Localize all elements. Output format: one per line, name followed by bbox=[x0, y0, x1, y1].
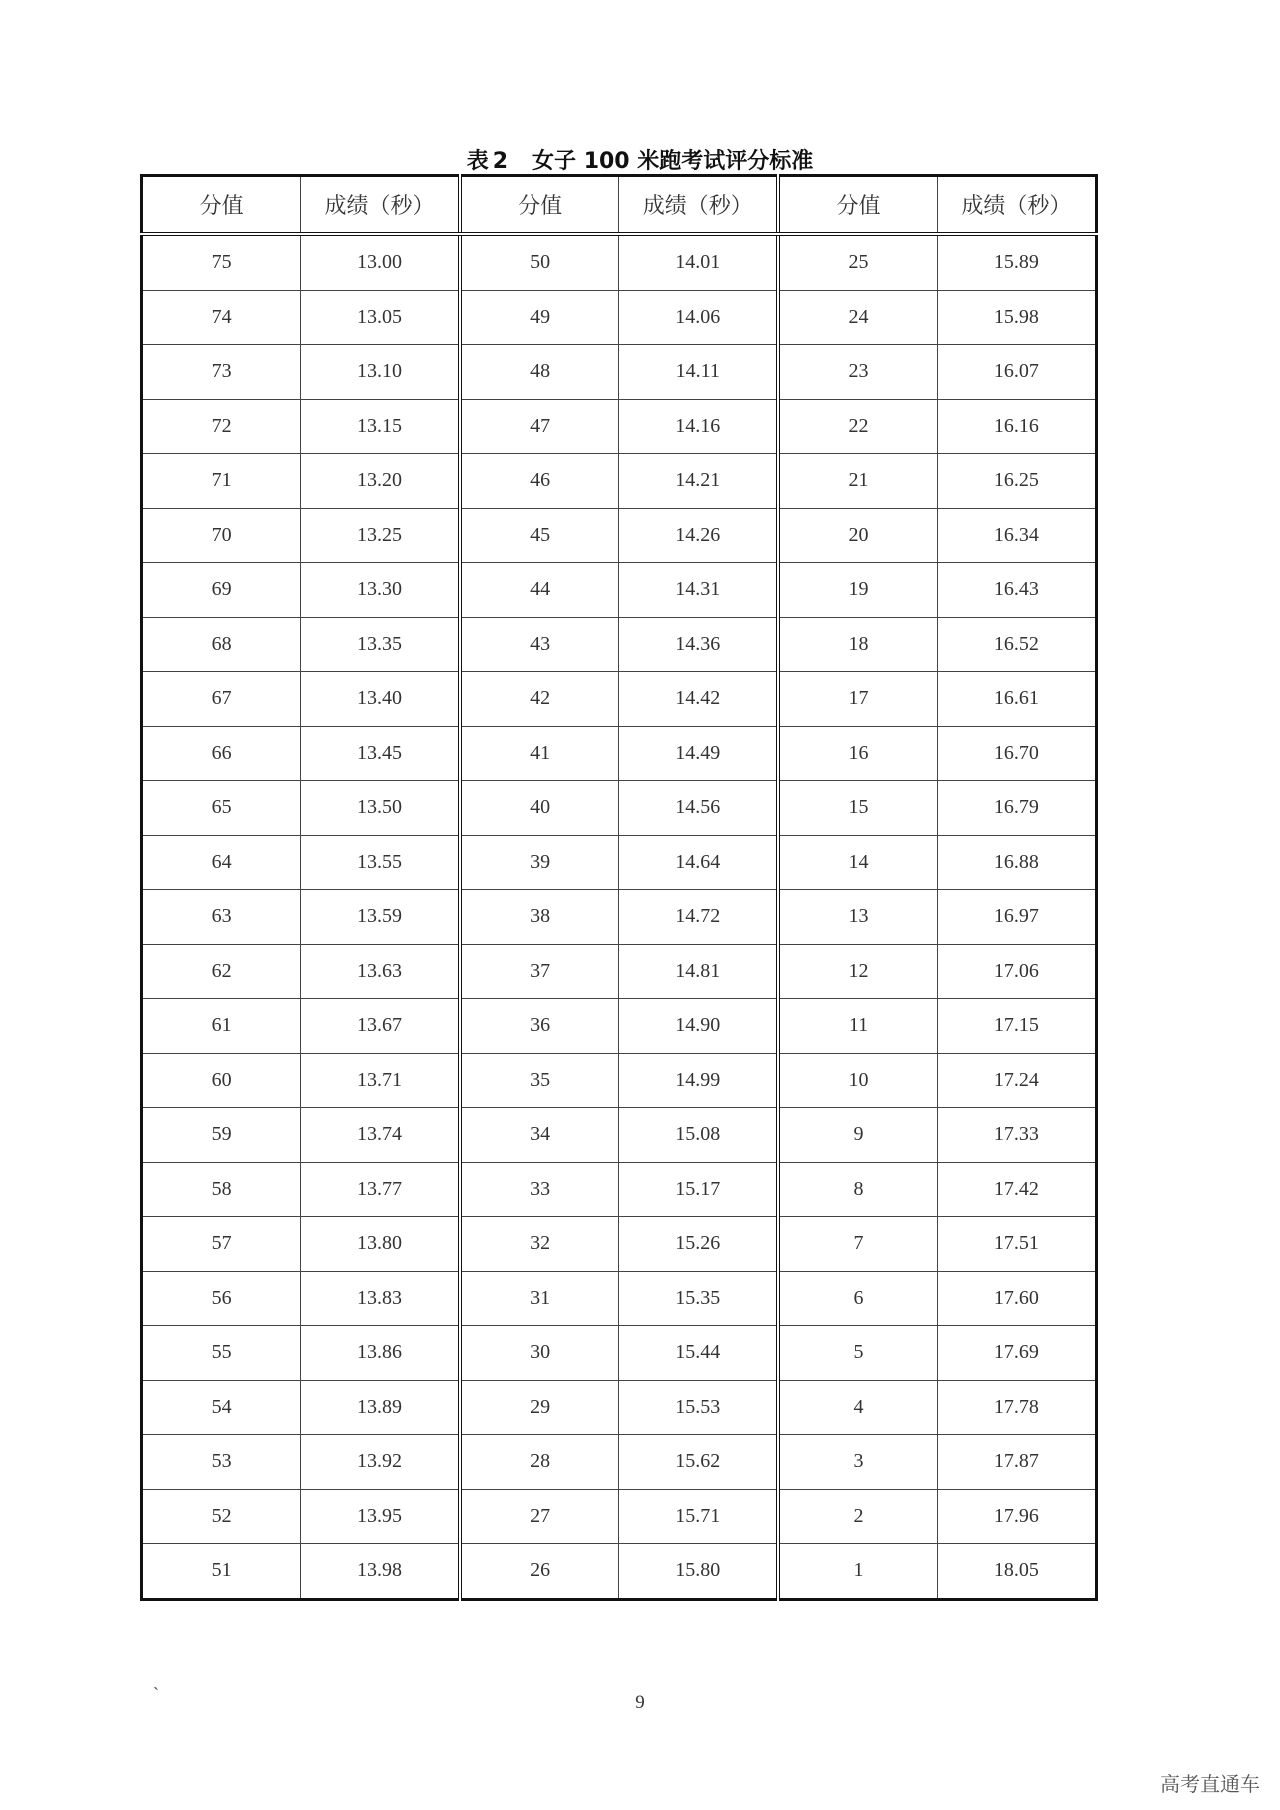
cell-time-1: 13.30 bbox=[301, 563, 460, 618]
cell-score-3: 17 bbox=[778, 672, 937, 727]
cell-score-2: 34 bbox=[460, 1108, 619, 1163]
cell-time-2: 14.26 bbox=[619, 508, 778, 563]
cell-score-3: 18 bbox=[778, 617, 937, 672]
cell-time-2: 15.17 bbox=[619, 1162, 778, 1217]
cell-score-1: 71 bbox=[142, 454, 301, 509]
cell-score-3: 24 bbox=[778, 290, 937, 345]
table-row bbox=[142, 1544, 1097, 1600]
cell-time-1: 13.05 bbox=[301, 290, 460, 345]
cell-time-3: 17.96 bbox=[937, 1489, 1096, 1544]
cell-time-1: 13.50 bbox=[301, 781, 460, 836]
cell-score-2: 27 bbox=[460, 1489, 619, 1544]
table-row bbox=[142, 672, 1097, 727]
cell-time-1: 13.63 bbox=[301, 944, 460, 999]
cell-score-1: 63 bbox=[142, 890, 301, 945]
cell-time-3: 16.25 bbox=[937, 454, 1096, 509]
cell-score-1: 75 bbox=[142, 234, 301, 290]
cell-time-2: 15.44 bbox=[619, 1326, 778, 1381]
cell-score-1: 56 bbox=[142, 1271, 301, 1326]
table-row bbox=[142, 617, 1097, 672]
cell-time-2: 14.21 bbox=[619, 454, 778, 509]
cell-score-2: 47 bbox=[460, 399, 619, 454]
cell-score-2: 32 bbox=[460, 1217, 619, 1272]
cell-time-1: 13.45 bbox=[301, 726, 460, 781]
cell-score-3: 9 bbox=[778, 1108, 937, 1163]
cell-score-3: 23 bbox=[778, 345, 937, 400]
cell-score-2: 40 bbox=[460, 781, 619, 836]
cell-score-2: 45 bbox=[460, 508, 619, 563]
cell-time-3: 17.87 bbox=[937, 1435, 1096, 1490]
cell-score-3: 14 bbox=[778, 835, 937, 890]
cell-score-3: 19 bbox=[778, 563, 937, 618]
table-row bbox=[142, 835, 1097, 890]
cell-time-2: 15.62 bbox=[619, 1435, 778, 1490]
score-table-header bbox=[142, 176, 1097, 235]
cell-time-3: 15.98 bbox=[937, 290, 1096, 345]
table-row bbox=[142, 563, 1097, 618]
cell-score-2: 30 bbox=[460, 1326, 619, 1381]
cell-score-3: 22 bbox=[778, 399, 937, 454]
cell-time-2: 14.01 bbox=[619, 234, 778, 290]
cell-time-3: 17.78 bbox=[937, 1380, 1096, 1435]
cell-time-1: 13.71 bbox=[301, 1053, 460, 1108]
cell-score-2: 46 bbox=[460, 454, 619, 509]
stray-mark: ` bbox=[153, 1684, 159, 1704]
cell-score-2: 38 bbox=[460, 890, 619, 945]
cell-score-1: 57 bbox=[142, 1217, 301, 1272]
page-number: 9 bbox=[635, 1692, 645, 1713]
cell-score-3: 8 bbox=[778, 1162, 937, 1217]
cell-score-2: 49 bbox=[460, 290, 619, 345]
cell-time-2: 15.08 bbox=[619, 1108, 778, 1163]
cell-time-3: 16.70 bbox=[937, 726, 1096, 781]
cell-score-2: 26 bbox=[460, 1544, 619, 1600]
cell-time-2: 14.64 bbox=[619, 835, 778, 890]
cell-time-3: 17.42 bbox=[937, 1162, 1096, 1217]
table-row bbox=[142, 290, 1097, 345]
cell-score-3: 21 bbox=[778, 454, 937, 509]
cell-score-1: 69 bbox=[142, 563, 301, 618]
cell-score-1: 68 bbox=[142, 617, 301, 672]
cell-time-2: 14.16 bbox=[619, 399, 778, 454]
cell-score-1: 70 bbox=[142, 508, 301, 563]
cell-time-1: 13.92 bbox=[301, 1435, 460, 1490]
cell-score-3: 6 bbox=[778, 1271, 937, 1326]
cell-time-3: 16.79 bbox=[937, 781, 1096, 836]
cell-time-1: 13.00 bbox=[301, 234, 460, 290]
cell-time-1: 13.55 bbox=[301, 835, 460, 890]
header-score-2: 分值 bbox=[460, 176, 619, 235]
table-title-text: 女子 100 米跑考试评分标准 bbox=[532, 149, 814, 174]
cell-score-3: 12 bbox=[778, 944, 937, 999]
cell-score-1: 60 bbox=[142, 1053, 301, 1108]
cell-score-1: 62 bbox=[142, 944, 301, 999]
cell-score-2: 29 bbox=[460, 1380, 619, 1435]
table-row bbox=[142, 454, 1097, 509]
cell-time-3: 17.51 bbox=[937, 1217, 1096, 1272]
cell-time-2: 14.06 bbox=[619, 290, 778, 345]
cell-time-1: 13.20 bbox=[301, 454, 460, 509]
table-row bbox=[142, 726, 1097, 781]
cell-score-3: 5 bbox=[778, 1326, 937, 1381]
cell-time-1: 13.67 bbox=[301, 999, 460, 1054]
cell-time-2: 15.53 bbox=[619, 1380, 778, 1435]
cell-score-3: 15 bbox=[778, 781, 937, 836]
score-table bbox=[140, 174, 1098, 1601]
watermark: 高考直通车 bbox=[1160, 1772, 1260, 1796]
cell-time-1: 13.89 bbox=[301, 1380, 460, 1435]
cell-time-1: 13.59 bbox=[301, 890, 460, 945]
score-table-body bbox=[142, 234, 1097, 1599]
table-title bbox=[0, 144, 1280, 175]
cell-score-1: 61 bbox=[142, 999, 301, 1054]
cell-time-1: 13.98 bbox=[301, 1544, 460, 1600]
table-row bbox=[142, 1162, 1097, 1217]
cell-score-1: 66 bbox=[142, 726, 301, 781]
header-score-1: 分值 bbox=[142, 176, 301, 235]
cell-time-3: 16.34 bbox=[937, 508, 1096, 563]
cell-time-3: 17.15 bbox=[937, 999, 1096, 1054]
cell-time-3: 16.07 bbox=[937, 345, 1096, 400]
table-title-number: 2 bbox=[492, 149, 509, 174]
cell-score-3: 10 bbox=[778, 1053, 937, 1108]
cell-score-3: 4 bbox=[778, 1380, 937, 1435]
cell-score-1: 55 bbox=[142, 1326, 301, 1381]
cell-time-1: 13.40 bbox=[301, 672, 460, 727]
cell-score-3: 20 bbox=[778, 508, 937, 563]
cell-time-2: 14.99 bbox=[619, 1053, 778, 1108]
cell-score-1: 67 bbox=[142, 672, 301, 727]
table-row bbox=[142, 944, 1097, 999]
cell-time-3: 17.33 bbox=[937, 1108, 1096, 1163]
table-row bbox=[142, 399, 1097, 454]
cell-time-3: 16.43 bbox=[937, 563, 1096, 618]
cell-time-2: 14.42 bbox=[619, 672, 778, 727]
cell-time-3: 16.97 bbox=[937, 890, 1096, 945]
table-row bbox=[142, 1380, 1097, 1435]
cell-time-1: 13.15 bbox=[301, 399, 460, 454]
cell-score-1: 53 bbox=[142, 1435, 301, 1490]
cell-time-3: 16.88 bbox=[937, 835, 1096, 890]
cell-time-1: 13.74 bbox=[301, 1108, 460, 1163]
table-row bbox=[142, 1053, 1097, 1108]
table-row bbox=[142, 345, 1097, 400]
cell-score-2: 36 bbox=[460, 999, 619, 1054]
cell-time-1: 13.35 bbox=[301, 617, 460, 672]
cell-time-3: 18.05 bbox=[937, 1544, 1096, 1600]
table-row bbox=[142, 890, 1097, 945]
cell-score-2: 31 bbox=[460, 1271, 619, 1326]
cell-score-3: 11 bbox=[778, 999, 937, 1054]
table-row bbox=[142, 1271, 1097, 1326]
cell-time-2: 15.80 bbox=[619, 1544, 778, 1600]
header-time-3: 成绩（秒） bbox=[937, 176, 1096, 235]
cell-score-1: 54 bbox=[142, 1380, 301, 1435]
cell-time-1: 13.86 bbox=[301, 1326, 460, 1381]
cell-score-2: 33 bbox=[460, 1162, 619, 1217]
cell-score-3: 7 bbox=[778, 1217, 937, 1272]
cell-score-2: 28 bbox=[460, 1435, 619, 1490]
cell-score-3: 25 bbox=[778, 234, 937, 290]
cell-time-1: 13.83 bbox=[301, 1271, 460, 1326]
table-title-prefix: 表 bbox=[466, 149, 489, 174]
cell-time-3: 15.89 bbox=[937, 234, 1096, 290]
cell-score-1: 74 bbox=[142, 290, 301, 345]
cell-time-2: 14.49 bbox=[619, 726, 778, 781]
cell-time-2: 14.81 bbox=[619, 944, 778, 999]
cell-time-1: 13.25 bbox=[301, 508, 460, 563]
table-row bbox=[142, 781, 1097, 836]
cell-score-3: 13 bbox=[778, 890, 937, 945]
cell-score-1: 51 bbox=[142, 1544, 301, 1600]
table-row bbox=[142, 999, 1097, 1054]
cell-time-2: 14.31 bbox=[619, 563, 778, 618]
cell-time-1: 13.77 bbox=[301, 1162, 460, 1217]
cell-time-1: 13.10 bbox=[301, 345, 460, 400]
table-row bbox=[142, 1435, 1097, 1490]
cell-time-2: 14.72 bbox=[619, 890, 778, 945]
cell-score-3: 2 bbox=[778, 1489, 937, 1544]
cell-time-3: 17.06 bbox=[937, 944, 1096, 999]
cell-time-3: 16.52 bbox=[937, 617, 1096, 672]
cell-time-3: 17.69 bbox=[937, 1326, 1096, 1381]
table-row bbox=[142, 1217, 1097, 1272]
cell-score-2: 43 bbox=[460, 617, 619, 672]
table-row bbox=[142, 1326, 1097, 1381]
cell-time-3: 17.24 bbox=[937, 1053, 1096, 1108]
cell-score-3: 3 bbox=[778, 1435, 937, 1490]
cell-score-2: 44 bbox=[460, 563, 619, 618]
cell-score-1: 64 bbox=[142, 835, 301, 890]
cell-time-2: 14.36 bbox=[619, 617, 778, 672]
cell-score-1: 59 bbox=[142, 1108, 301, 1163]
table-row bbox=[142, 234, 1097, 290]
cell-time-3: 16.61 bbox=[937, 672, 1096, 727]
cell-time-2: 15.35 bbox=[619, 1271, 778, 1326]
header-score-3: 分值 bbox=[778, 176, 937, 235]
cell-score-1: 73 bbox=[142, 345, 301, 400]
table-row bbox=[142, 508, 1097, 563]
header-row bbox=[142, 176, 1097, 235]
cell-score-2: 39 bbox=[460, 835, 619, 890]
cell-time-3: 16.16 bbox=[937, 399, 1096, 454]
cell-time-2: 14.56 bbox=[619, 781, 778, 836]
cell-score-1: 52 bbox=[142, 1489, 301, 1544]
cell-time-2: 15.26 bbox=[619, 1217, 778, 1272]
header-time-1: 成绩（秒） bbox=[301, 176, 460, 235]
cell-score-3: 1 bbox=[778, 1544, 937, 1600]
cell-time-1: 13.80 bbox=[301, 1217, 460, 1272]
header-time-2: 成绩（秒） bbox=[619, 176, 778, 235]
cell-time-2: 15.71 bbox=[619, 1489, 778, 1544]
cell-score-1: 72 bbox=[142, 399, 301, 454]
cell-time-2: 14.90 bbox=[619, 999, 778, 1054]
cell-time-2: 14.11 bbox=[619, 345, 778, 400]
cell-time-1: 13.95 bbox=[301, 1489, 460, 1544]
cell-score-1: 58 bbox=[142, 1162, 301, 1217]
cell-time-3: 17.60 bbox=[937, 1271, 1096, 1326]
cell-score-2: 35 bbox=[460, 1053, 619, 1108]
cell-score-3: 16 bbox=[778, 726, 937, 781]
cell-score-2: 42 bbox=[460, 672, 619, 727]
cell-score-1: 65 bbox=[142, 781, 301, 836]
cell-score-2: 50 bbox=[460, 234, 619, 290]
cell-score-2: 48 bbox=[460, 345, 619, 400]
cell-score-2: 37 bbox=[460, 944, 619, 999]
cell-score-2: 41 bbox=[460, 726, 619, 781]
table-row bbox=[142, 1489, 1097, 1544]
table-row bbox=[142, 1108, 1097, 1163]
